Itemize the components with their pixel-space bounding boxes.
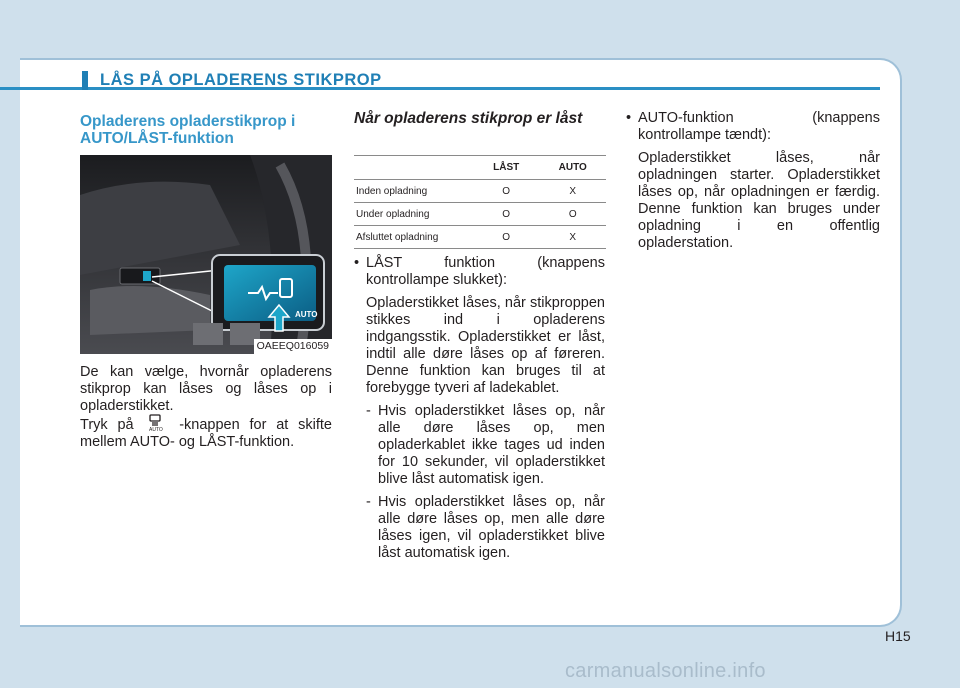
auto-bullet-title: AUTO-funktion (knappens kontrollampe tændt): (638, 110, 880, 143)
left-subtitle: Opladerens opladerstikprop i AUTO/LÅST-funktion (80, 113, 296, 147)
photo-auto-label: AUTO (295, 310, 318, 319)
laast-dash-item-1 (366, 403, 605, 488)
bullet-mark: • (626, 110, 632, 126)
table-cell: O (473, 180, 539, 203)
left-paragraph-2-start: Tryk på (80, 417, 134, 433)
table-cell: O (473, 226, 539, 249)
section-title: LÅS PÅ OPLADERENS STIKPROP (100, 71, 382, 89)
table-header (354, 156, 473, 180)
laast-dash-item-2 (366, 494, 605, 562)
charge-lock-auto-icon (147, 414, 165, 432)
dashboard-photo (80, 155, 332, 354)
lock-mode-table (354, 155, 606, 249)
dash-mark: - (366, 494, 371, 510)
figure-code: OAEEQ016059 (254, 339, 332, 354)
table-cell: Inden opladning (354, 180, 473, 203)
laast-bullet-title: LÅST funktion (knappens kontrollampe slukket): (366, 255, 605, 288)
table-cell: X (539, 180, 606, 203)
watermark-url: carmanualsonline.info (565, 660, 766, 682)
table-row (354, 180, 606, 203)
table-row (354, 226, 606, 249)
table-header: AUTO (539, 156, 606, 180)
table-cell: Under opladning (354, 203, 473, 226)
header-accent-block (82, 71, 88, 90)
left-paragraph-1: De kan vælge, hvornår opladerens stikprop kan låses og låses op i opladerstikket. (80, 364, 332, 414)
auto-bullet-body: Opladerstikket låses, når opladningen starter. Opladerstikket låses op, når opladningen er færdig. Denne funktion kan bruges under opladning i en offentlig opladerstation. (638, 150, 880, 251)
table-cell: O (473, 203, 539, 226)
laast-bullet-body: Opladerstikket låses, når stikproppen stikkes ind i opladerens indgangsstik. Opladerstikket er låst, indtil alle døre låses op af føreren. Denne funktion kan bruges til at forebygge tyveri af ladekablet. (366, 295, 605, 396)
dashboard-illustration (80, 155, 332, 354)
dash-item-text: Hvis opladerstikket låses op, når alle døre låses op, men opladerkablet ikke tages ud inden for 10 sekunder, vil opladerstikket blive låst automatisk igen. (378, 403, 605, 487)
auto-bullet (626, 110, 880, 252)
table-row (354, 203, 606, 226)
laast-bullet (354, 255, 605, 562)
table-cell: Afsluttet opladning (354, 226, 473, 249)
dash-item-text: Hvis opladerstikket låses op, når alle døre låses op, men alle døre låses igen, vil opladerstikket blive låst automatisk igen. (378, 494, 605, 561)
left-paragraph-2-end: -knappen for at skifte mellem AUTO- og LÅST-funktion. (80, 417, 332, 450)
dash-mark: - (366, 403, 371, 419)
bullet-mark: • (354, 255, 360, 271)
table-header-row (354, 156, 606, 180)
middle-title: Når opladerens stikprop er låst (354, 110, 583, 127)
page-number: H15 (885, 628, 911, 644)
table-cell: O (539, 203, 606, 226)
table-header: LÅST (473, 156, 539, 180)
icon-auto-text: AUTO (149, 427, 164, 432)
table-cell: X (539, 226, 606, 249)
left-paragraph-2 (80, 414, 332, 451)
